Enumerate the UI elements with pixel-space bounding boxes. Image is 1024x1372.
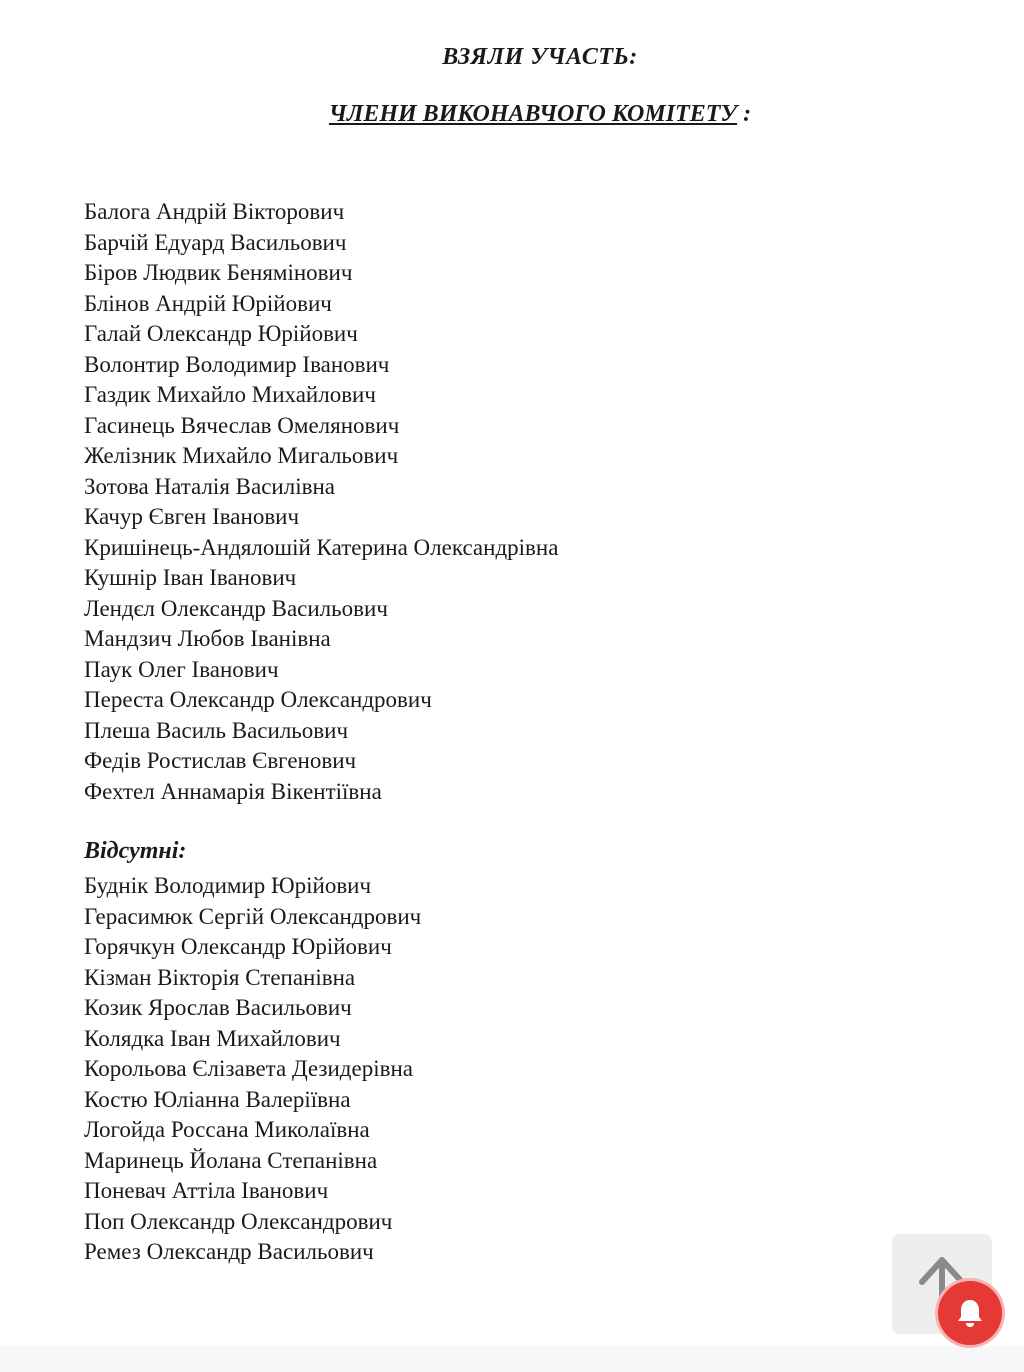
list-item: Балога Андрій Вікторович: [84, 199, 345, 224]
list-item: Паук Олег Іванович: [84, 656, 279, 682]
heading-members: [0, 101, 1024, 128]
list-item: Логойда Россана Миколаївна: [84, 1117, 370, 1142]
heading-members-suffix: :: [737, 101, 752, 127]
bell-icon: [952, 1295, 988, 1331]
list-item: Желізник Михайло Мигальович: [84, 443, 399, 468]
heading-participants: ВЗЯЛИ УЧАСТЬ:: [442, 44, 638, 70]
list-item: Костю Юліанна Валеріївна: [84, 1086, 351, 1112]
list-item: Переста Олександр Олександрович: [84, 687, 432, 712]
heading-members-text: ЧЛЕНИ ВИКОНАВЧОГО КОМІТЕТУ: [328, 101, 738, 127]
list-item: Козик Ярослав Васильович: [84, 995, 352, 1020]
list-item: Фехтел Аннамарія Вікентіївна: [84, 778, 382, 804]
list-item: Гасинець Вячеслав Омелянович: [84, 412, 400, 438]
bottom-bar: [0, 1346, 1024, 1372]
list-item: Поп Олександр Олександрович: [84, 1208, 393, 1234]
list-item: Поневач Аттіла Іванович: [84, 1178, 329, 1203]
list-item: Лендєл Олександр Васильович: [84, 595, 388, 621]
absent-label: Відсутні:: [84, 838, 187, 864]
list-item: Федів Ростислав Євгенович: [84, 748, 357, 773]
list-item: Ремез Олександр Васильович: [84, 1239, 374, 1264]
list-item: Кізман Вікторія Степанівна: [84, 964, 356, 990]
members-list: [84, 197, 558, 807]
list-item: Кришінець-Андялошій Катерина Олександрівна: [84, 534, 559, 560]
list-item: Плеша Василь Васильович: [84, 717, 349, 743]
absent-list: [84, 871, 421, 1268]
list-item: Блінов Андрій Юрійович: [84, 290, 332, 316]
list-item: Маринець Йолана Степанівна: [84, 1147, 378, 1173]
list-item: Мандзич Любов Іванівна: [84, 626, 331, 651]
notification-button[interactable]: [938, 1281, 1002, 1345]
list-item: Біров Людвик Бенямінович: [84, 260, 353, 285]
list-item: Герасимюк Сергій Олександрович: [84, 903, 422, 929]
list-item: Волонтир Володимир Іванович: [84, 351, 390, 377]
list-item: Горячкун Олександр Юрійович: [84, 934, 392, 959]
list-item: Кушнір Іван Іванович: [84, 565, 297, 590]
list-item: Барчій Едуард Васильович: [84, 229, 347, 255]
list-item: Газдик Михайло Михайлович: [84, 382, 376, 407]
list-item: Качур Євген Іванович: [84, 504, 300, 529]
list-item: Галай Олександр Юрійович: [84, 321, 358, 346]
list-item: Буднік Володимир Юрійович: [84, 873, 372, 898]
list-item: Колядка Іван Михайлович: [84, 1025, 341, 1051]
list-item: Корольова Єлізавета Дезидерівна: [84, 1056, 413, 1081]
list-item: Зотова Наталія Василівна: [84, 473, 335, 499]
